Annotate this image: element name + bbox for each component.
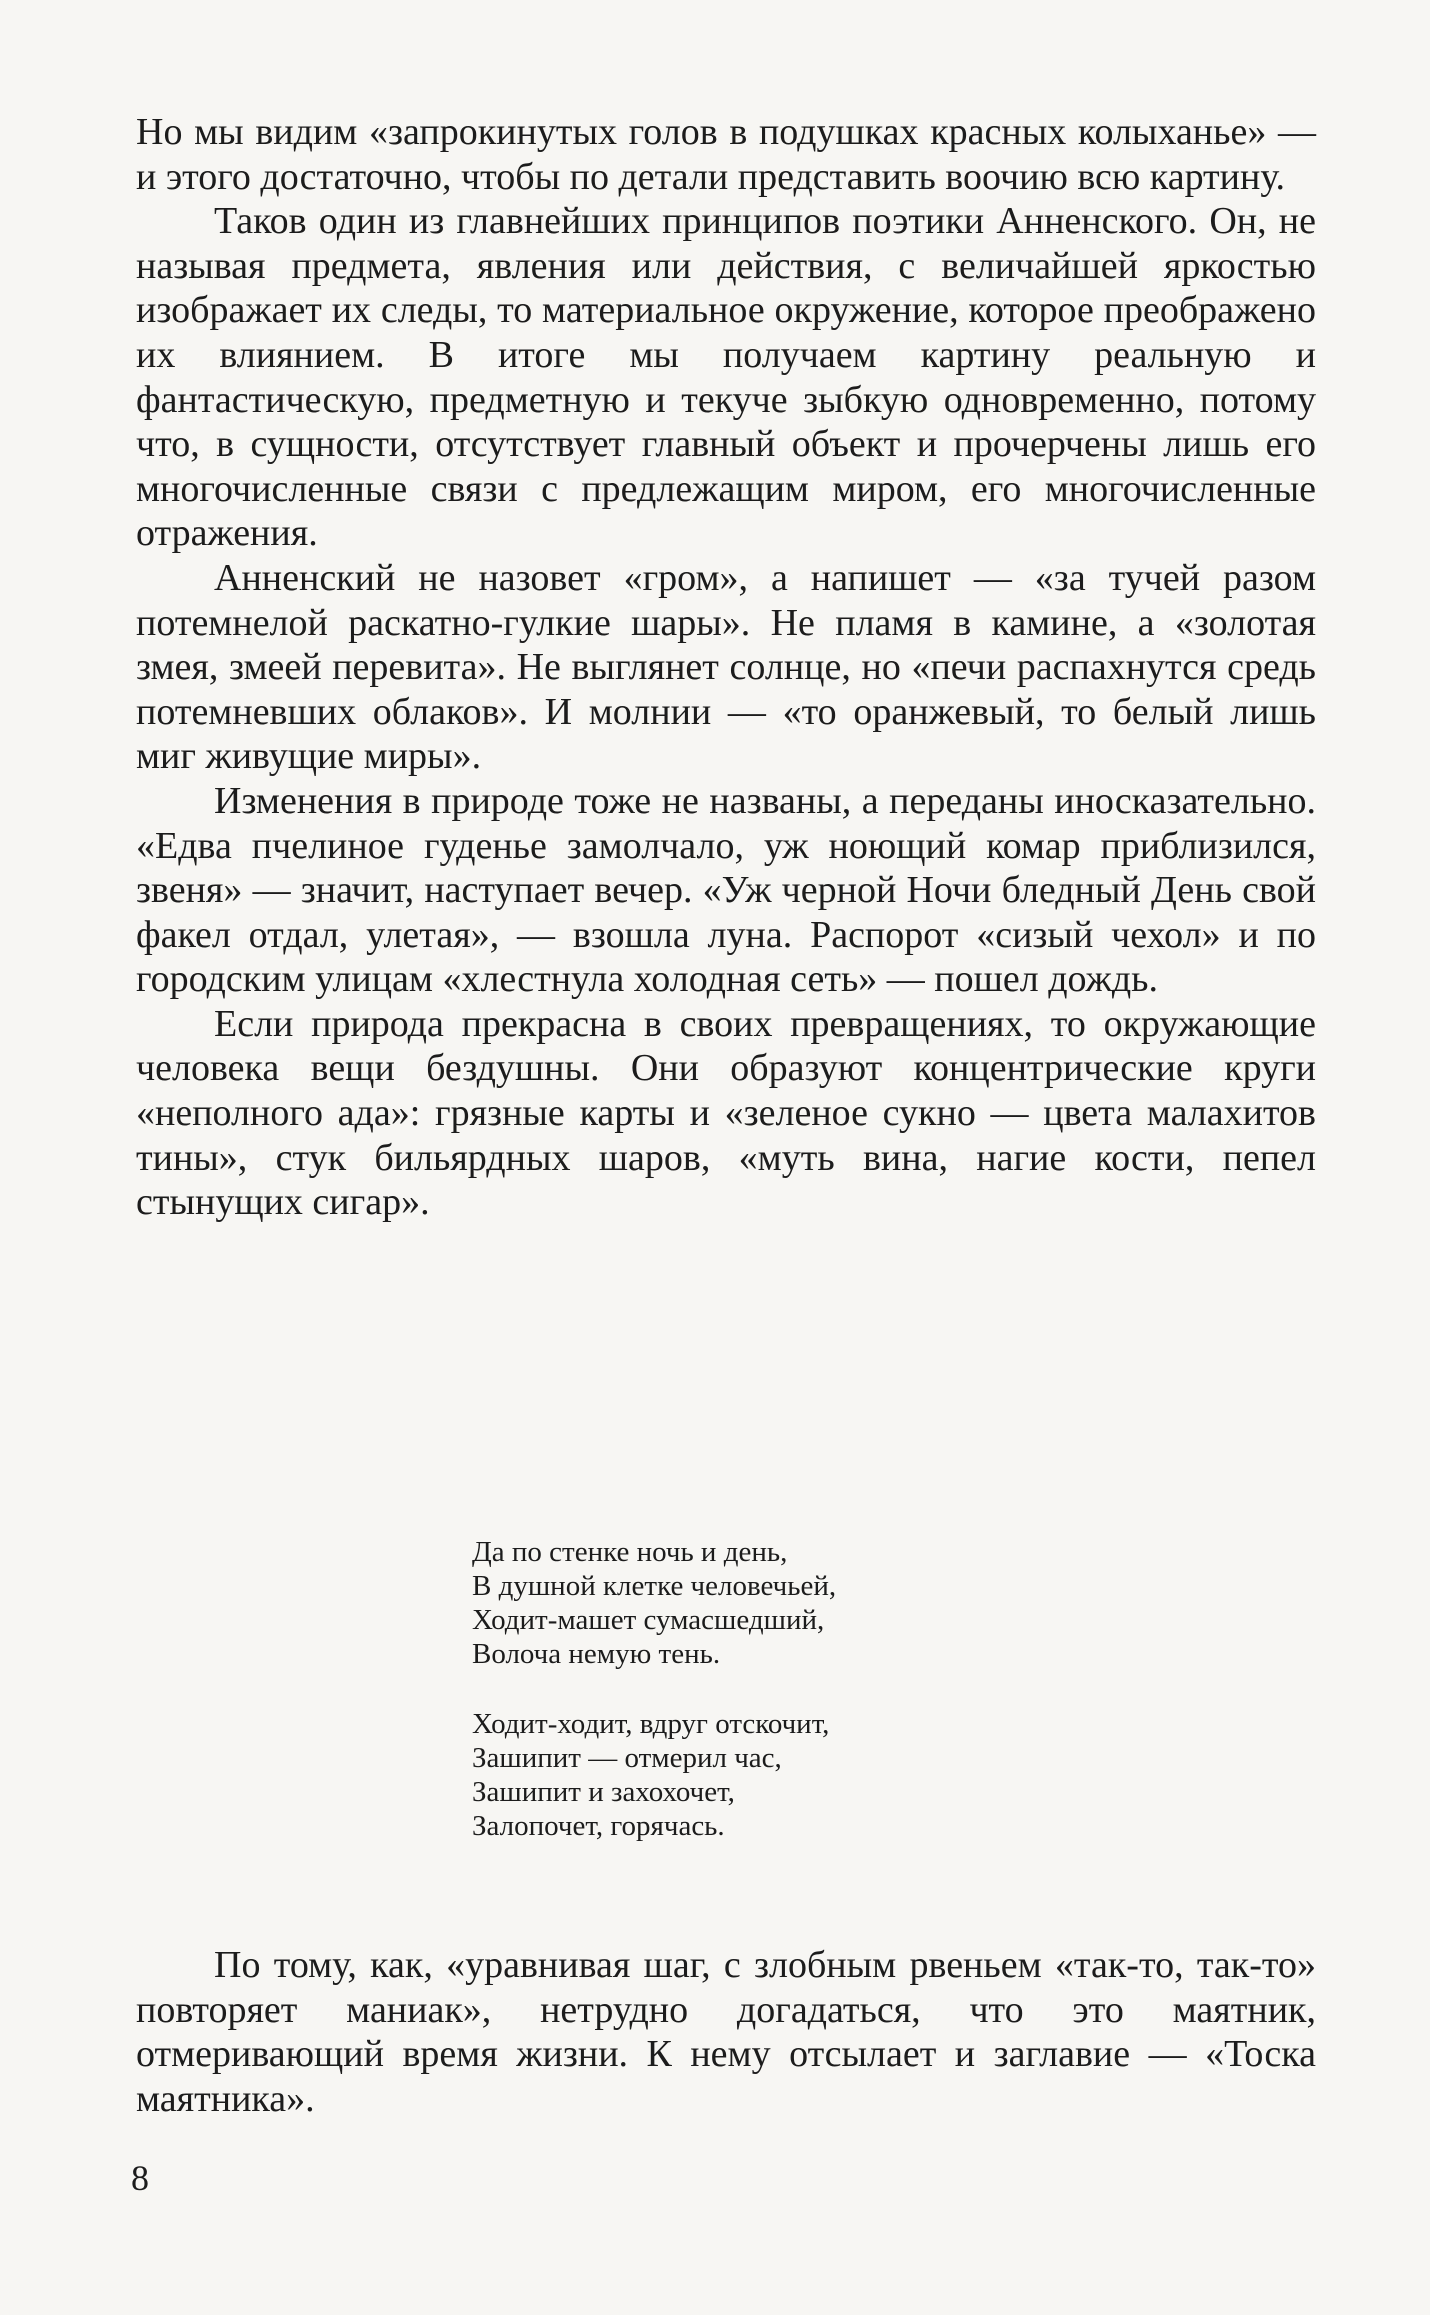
paragraph-2: Таков один из главнейших принципов поэтики Анненского. Он, не называя предмета, явления или действия, с величайшей яркостью изображает их следы, то материальное окружение, которое преображено их влиянием. В итоге мы получаем картину реальную и фантастическую, предметную и текуче зыбкую одновременно, потому что, в сущности, отсутствует главный объект и прочерчены лишь его многочисленные связи с предлежащим миром, его многочисленные отражения. xyxy=(136,200,1316,555)
paragraph-6: По тому, как, «уравнивая шаг, с злобным рвеньем «так-то, так-то» повторяет маниак», нетрудно догадаться, что это маятник, отмеривающий время жизни. К нему отсылает и заглавие — «Тоска маятника». xyxy=(136,1944,1316,2120)
poem-line: Да по стенке ночь и день, xyxy=(472,1536,788,1568)
poem-line: Залопочет, горячась. xyxy=(472,1810,725,1842)
closing-text xyxy=(136,1943,1316,2121)
poem-line: Волоча немую тень. xyxy=(472,1638,721,1670)
paragraph-5: Если природа прекрасна в своих превращениях, то окружающие человека вещи бездушны. Они образуют концентрические круги «неполного ада»: грязные карты и «зеленое сукно — цвета малахитов тины», стук бильярдных шаров, «муть вина, нагие кости, пепел стынущих сигар». xyxy=(136,1002,1316,1224)
poem-stanza-2 xyxy=(472,1707,1172,1843)
poem-quote xyxy=(472,1535,1172,1879)
main-text xyxy=(136,110,1316,1225)
poem-stanza-1 xyxy=(472,1535,1172,1671)
poem-line: Зашипит и захохочет, xyxy=(472,1776,735,1808)
poem-line: Ходит-ходит, вдруг отскочит, xyxy=(472,1708,830,1740)
poem-line: Ходит-машет сумасшедший, xyxy=(472,1604,825,1636)
paragraph-1: Но мы видим «запрокинутых голов в подушках красных колыханье» — и этого достаточно, чтобы по детали представить воочию всю картину. xyxy=(136,111,1316,198)
paragraph-4: Изменения в природе тоже не названы, а переданы иносказательно. «Едва пчелиное гуденье замолчало, уж ноющий комар приблизился, звеня» — значит, наступает вечер. «Уж черной Ночи бледный День свой факел отдал, улетая», — взошла луна. Распорот «сизый чехол» и по городским улицам «хлестнула холодная сеть» — пошел дождь. xyxy=(136,779,1316,1001)
page-number: 8 xyxy=(131,2158,149,2198)
paragraph-3: Анненский не назовет «гром», а напишет — «за тучей разом потемнелой раскатно-гулкие шары». Не пламя в камине, а «золотая змея, змеей перевита». Не выглянет солнце, но «печи распахнутся средь потемневших облаков». И молнии — «то оранжевый, то белый лишь миг живущие миры». xyxy=(136,556,1316,778)
poem-line: Зашипит — отмерил час, xyxy=(472,1742,782,1774)
poem-line: В душной клетке человечьей, xyxy=(472,1570,837,1602)
